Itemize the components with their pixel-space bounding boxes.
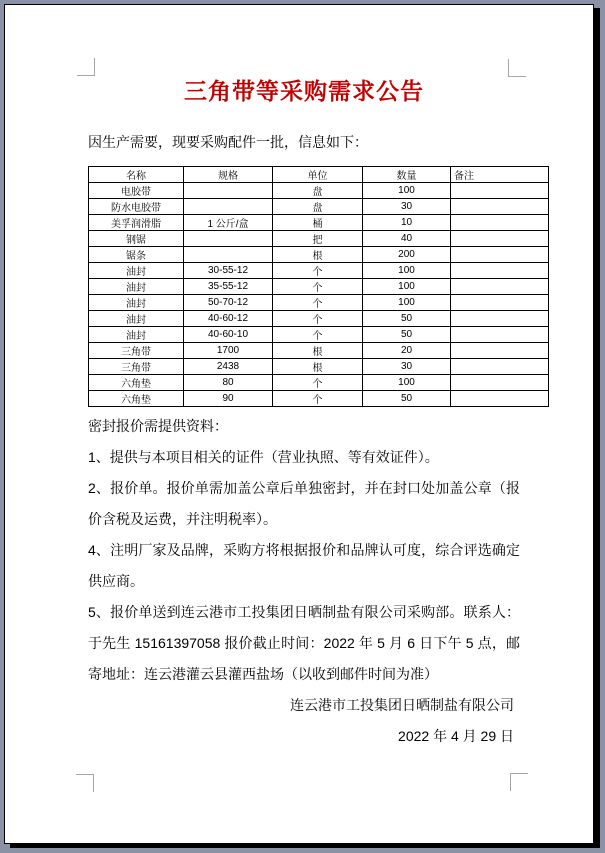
- table-cell: 50: [363, 327, 451, 343]
- table-cell: 锯条: [89, 247, 184, 263]
- table-cell: [451, 263, 549, 279]
- table-cell: 100: [363, 183, 451, 199]
- table-cell: 30-55-12: [184, 263, 273, 279]
- table-cell: 1 公斤/盒: [184, 215, 273, 231]
- table-cell: 50-70-12: [184, 295, 273, 311]
- table-cell: 30: [363, 359, 451, 375]
- items-table-header: [89, 167, 549, 183]
- intro-paragraph: 因生产需要，现要采购配件一批，信息如下：: [88, 134, 368, 150]
- table-cell: 盘: [273, 183, 363, 199]
- table-cell: 40: [363, 231, 451, 247]
- table-cell: 个: [273, 391, 363, 407]
- signature-date: 2022 年 4 月 29 日: [398, 728, 514, 744]
- table-row: [89, 183, 549, 199]
- paragraph-item-2: 2、报价单。报价单需加盖公章后单独密封，并在封口处加盖公章（报价含税及运费，并注明税率）。: [88, 480, 520, 527]
- table-cell: [451, 199, 549, 215]
- table-header-cell: 备注: [451, 167, 549, 183]
- table-row: [89, 247, 549, 263]
- table-cell: 90: [184, 391, 273, 407]
- table-cell: 50: [363, 391, 451, 407]
- paragraph-requirements-heading: 密封报价需提供资料：: [88, 418, 228, 434]
- margin-crop-mark-bottom-right: [510, 773, 528, 791]
- table-cell: 电胶带: [89, 183, 184, 199]
- table-cell: [451, 359, 549, 375]
- table-cell: [451, 375, 549, 391]
- table-cell: 个: [273, 263, 363, 279]
- table-cell: 100: [363, 295, 451, 311]
- document-page: [4, 4, 594, 844]
- table-row: [89, 215, 549, 231]
- table-row: [89, 343, 549, 359]
- table-row: [89, 311, 549, 327]
- table-cell: 200: [363, 247, 451, 263]
- table-cell: 个: [273, 279, 363, 295]
- table-cell: [451, 295, 549, 311]
- document-content: [88, 75, 520, 752]
- table-row: [89, 231, 549, 247]
- table-row: [89, 327, 549, 343]
- table-cell: 油封: [89, 327, 184, 343]
- table-row: [89, 391, 549, 407]
- table-cell: 油封: [89, 279, 184, 295]
- table-cell: 30: [363, 199, 451, 215]
- table-cell: [451, 279, 549, 295]
- table-cell: [451, 343, 549, 359]
- table-row: [89, 295, 549, 311]
- table-cell: 三角带: [89, 359, 184, 375]
- signature-company: 连云港市工投集团日晒制盐有限公司: [290, 697, 514, 713]
- paragraph-item-4: 4、注明厂家及品牌，采购方将根据报价和品牌认可度，综合评选确定供应商。: [88, 542, 520, 589]
- table-cell: 个: [273, 295, 363, 311]
- table-cell: [451, 311, 549, 327]
- table-cell: 桶: [273, 215, 363, 231]
- table-cell: 把: [273, 231, 363, 247]
- table-cell: 个: [273, 327, 363, 343]
- table-cell: 100: [363, 279, 451, 295]
- document-title: 三角带等采购需求公告: [184, 78, 424, 104]
- table-row: [89, 263, 549, 279]
- items-table: [88, 166, 549, 407]
- body-paragraphs: [88, 411, 520, 752]
- table-row: [89, 375, 549, 391]
- table-cell: [184, 231, 273, 247]
- table-cell: [451, 391, 549, 407]
- table-cell: 根: [273, 359, 363, 375]
- table-cell: 六角垫: [89, 375, 184, 391]
- table-cell: 个: [273, 375, 363, 391]
- table-cell: 油封: [89, 263, 184, 279]
- table-cell: 盘: [273, 199, 363, 215]
- paragraph-item-1: 1、提供与本项目相关的证件（营业执照、等有效证件）。: [88, 449, 439, 465]
- table-cell: [451, 231, 549, 247]
- table-row: [89, 359, 549, 375]
- table-header-row: [89, 167, 549, 183]
- table-cell: 1700: [184, 343, 273, 359]
- table-row: [89, 279, 549, 295]
- table-cell: 100: [363, 263, 451, 279]
- margin-crop-mark-top-left: [77, 58, 95, 76]
- table-cell: [451, 247, 549, 263]
- table-cell: 美孚润滑脂: [89, 215, 184, 231]
- table-cell: 80: [184, 375, 273, 391]
- table-cell: 油封: [89, 311, 184, 327]
- table-header-cell: 规格: [184, 167, 273, 183]
- table-cell: 35-55-12: [184, 279, 273, 295]
- table-cell: 50: [363, 311, 451, 327]
- margin-crop-mark-bottom-left: [76, 774, 94, 792]
- table-cell: [451, 215, 549, 231]
- table-cell: [451, 183, 549, 199]
- table-header-cell: 数量: [363, 167, 451, 183]
- table-cell: 40-60-12: [184, 311, 273, 327]
- table-row: [89, 199, 549, 215]
- table-cell: 油封: [89, 295, 184, 311]
- table-cell: [184, 183, 273, 199]
- table-header-cell: 名称: [89, 167, 184, 183]
- table-cell: 40-60-10: [184, 327, 273, 343]
- table-cell: 根: [273, 343, 363, 359]
- table-cell: 100: [363, 375, 451, 391]
- table-cell: 根: [273, 247, 363, 263]
- table-header-cell: 单位: [273, 167, 363, 183]
- table-cell: 三角带: [89, 343, 184, 359]
- table-cell: [451, 327, 549, 343]
- table-cell: 个: [273, 311, 363, 327]
- table-cell: [184, 247, 273, 263]
- table-cell: 防水电胶带: [89, 199, 184, 215]
- table-cell: 2438: [184, 359, 273, 375]
- items-table-body: [89, 183, 549, 407]
- table-cell: 钢锯: [89, 231, 184, 247]
- table-cell: [184, 199, 273, 215]
- table-cell: 六角垫: [89, 391, 184, 407]
- table-cell: 20: [363, 343, 451, 359]
- table-cell: 10: [363, 215, 451, 231]
- paragraph-item-5: 5、报价单送到连云港市工投集团日晒制盐有限公司采购部。联系人：于先生 15161397058 报价截止时间：2022 年 5 月 6 日下午 5 点，邮寄地址：连云港灌云县灌西盐场（以收到邮件时间为准）: [88, 604, 520, 682]
